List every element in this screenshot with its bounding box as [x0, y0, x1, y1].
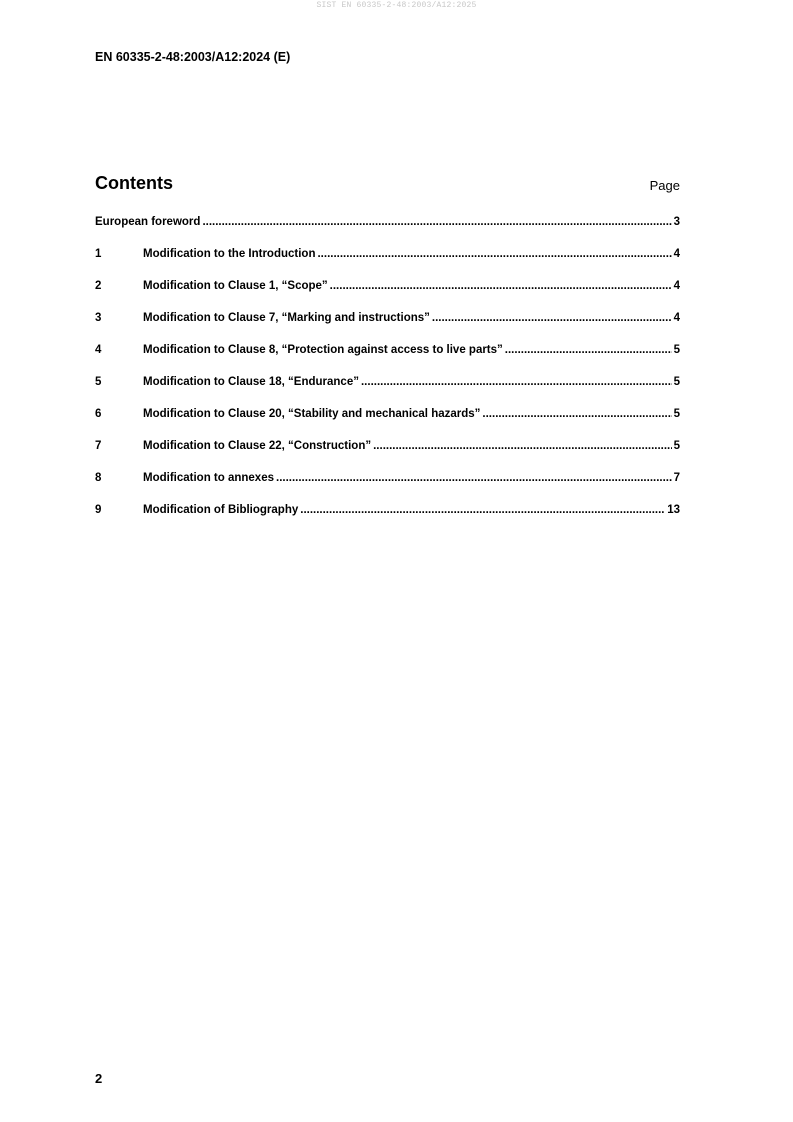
- toc-entry-label: Modification to Clause 8, “Protection against access to live parts”: [143, 344, 503, 356]
- toc-entry-label: Modification to Clause 20, “Stability and mechanical hazards”: [143, 408, 481, 420]
- toc-entry-5[interactable]: [95, 376, 680, 408]
- toc-entry-label: Modification to Clause 18, “Endurance”: [143, 376, 359, 388]
- toc-entry-number: 6: [95, 408, 102, 420]
- toc-entry-number: 4: [95, 344, 102, 356]
- toc-entry-number: 5: [95, 376, 102, 388]
- dot-leader: [482, 408, 671, 420]
- toc-entry-page: 5: [673, 408, 680, 420]
- toc-entry-number: 2: [95, 280, 102, 292]
- toc-entry-number: 7: [95, 440, 102, 452]
- toc-entry-1[interactable]: [95, 248, 680, 280]
- watermark: SIST EN 60335-2-48:2003/A12:2025: [316, 1, 477, 10]
- dot-leader: [432, 312, 672, 324]
- dot-leader: [373, 440, 671, 452]
- toc-entry-number: 1: [95, 248, 102, 260]
- toc-entry-7[interactable]: [95, 440, 680, 472]
- toc-entry-2[interactable]: [95, 280, 680, 312]
- toc-entry-label: Modification to annexes: [143, 472, 274, 484]
- table-of-contents: [95, 216, 680, 536]
- toc-entry-page: 5: [673, 440, 680, 452]
- page-column-label: Page: [649, 178, 680, 193]
- dot-leader: [361, 376, 672, 388]
- dot-leader: [505, 344, 672, 356]
- toc-entry-page: 4: [673, 248, 680, 260]
- toc-entry-8[interactable]: [95, 472, 680, 504]
- toc-entry-label: European foreword: [95, 216, 201, 228]
- toc-entry-label: Modification to Clause 7, “Marking and instructions”: [143, 312, 430, 324]
- page-number: 2: [95, 1071, 103, 1086]
- toc-entry-page: 3: [673, 216, 680, 228]
- toc-entry-label: Modification to Clause 22, “Construction”: [143, 440, 372, 452]
- dot-leader: [202, 216, 671, 228]
- toc-entry-number: 8: [95, 472, 102, 484]
- dot-leader: [317, 248, 671, 260]
- dot-leader: [300, 504, 665, 516]
- document-identifier: EN 60335-2-48:2003/A12:2024 (E): [95, 50, 291, 64]
- toc-entry-3[interactable]: [95, 312, 680, 344]
- toc-entry-4[interactable]: [95, 344, 680, 376]
- toc-entry-number: 3: [95, 312, 102, 324]
- contents-heading: [95, 173, 680, 197]
- toc-entry-number: 9: [95, 504, 102, 516]
- toc-entry-6[interactable]: [95, 408, 680, 440]
- toc-entry-page: 7: [673, 472, 680, 484]
- contents-title: Contents: [95, 173, 173, 193]
- toc-entry-foreword[interactable]: [95, 216, 680, 248]
- toc-entry-page: 4: [673, 280, 680, 292]
- toc-entry-label: Modification to the Introduction: [143, 248, 316, 260]
- toc-entry-9[interactable]: [95, 504, 680, 536]
- toc-entry-page: 5: [673, 376, 680, 388]
- toc-entry-label: Modification of Bibliography: [143, 504, 299, 516]
- toc-entry-page: 5: [673, 344, 680, 356]
- dot-leader: [276, 472, 672, 484]
- toc-entry-page: 4: [673, 312, 680, 324]
- dot-leader: [330, 280, 672, 292]
- toc-entry-page: 13: [667, 504, 680, 516]
- toc-entry-label: Modification to Clause 1, “Scope”: [143, 280, 328, 292]
